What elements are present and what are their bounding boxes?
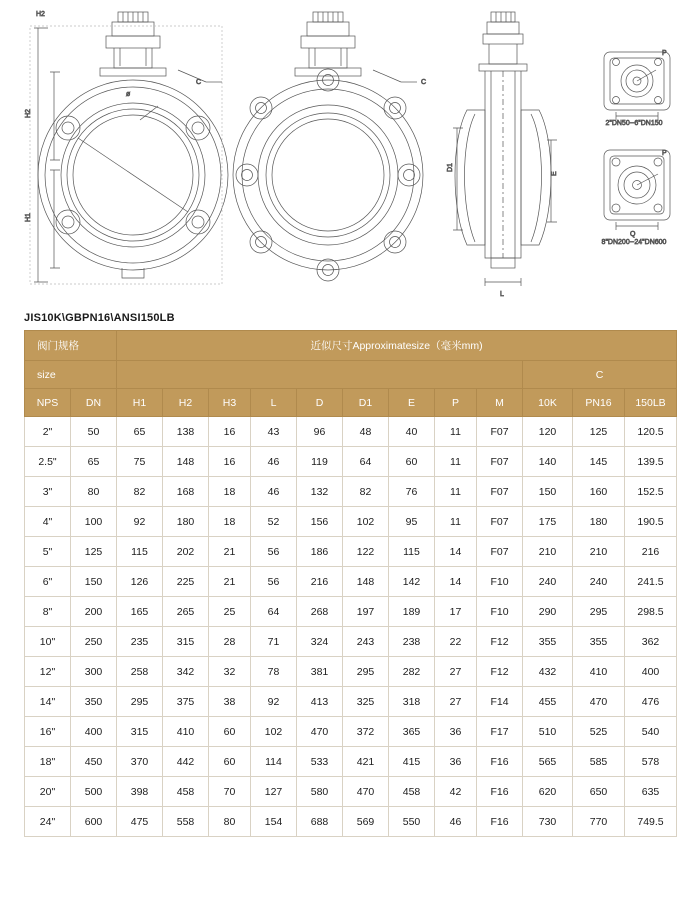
- table-cell: 470: [297, 717, 343, 747]
- table-cell: 50: [71, 417, 117, 447]
- table-cell: 210: [523, 537, 573, 567]
- table-row: [25, 657, 677, 687]
- table-cell: 27: [435, 687, 477, 717]
- table-cell: 16: [209, 417, 251, 447]
- table-cell: 295: [117, 687, 163, 717]
- table-cell: 370: [117, 747, 163, 777]
- table-cell: 92: [251, 687, 297, 717]
- header-col-c-10k: 10K: [523, 389, 573, 417]
- table-cell: 150: [71, 567, 117, 597]
- table-cell: 11: [435, 417, 477, 447]
- table-cell: 11: [435, 477, 477, 507]
- table-cell: 355: [573, 627, 625, 657]
- table-cell: 165: [117, 597, 163, 627]
- table-cell: 70: [209, 777, 251, 807]
- table-cell: 24": [25, 807, 71, 837]
- table-cell: 56: [251, 567, 297, 597]
- table-cell: 38: [209, 687, 251, 717]
- table-cell: 186: [297, 537, 343, 567]
- table-cell: 46: [251, 477, 297, 507]
- table-cell: 65: [117, 417, 163, 447]
- table-cell: 10": [25, 627, 71, 657]
- table-cell: 120.5: [625, 417, 677, 447]
- table-cell: 2": [25, 417, 71, 447]
- header-col-m: M: [477, 389, 523, 417]
- table-cell: F14: [477, 687, 523, 717]
- table-cell: 730: [523, 807, 573, 837]
- table-cell: 17: [435, 597, 477, 627]
- table-cell: 16: [209, 447, 251, 477]
- table-cell: 82: [117, 477, 163, 507]
- header-group-c: C: [523, 361, 677, 389]
- table-cell: 60: [389, 447, 435, 477]
- table-cell: 540: [625, 717, 677, 747]
- table-cell: 18: [209, 477, 251, 507]
- table-cell: 500: [71, 777, 117, 807]
- table-cell: 65: [71, 447, 117, 477]
- table-cell: F12: [477, 657, 523, 687]
- spec-table: [24, 330, 677, 837]
- table-cell: 243: [343, 627, 389, 657]
- label-h2-top: H2: [36, 11, 45, 18]
- table-cell: 400: [71, 717, 117, 747]
- table-cell: 152.5: [625, 477, 677, 507]
- table-cell: 635: [625, 777, 677, 807]
- table-cell: 569: [343, 807, 389, 837]
- label-h1: H1: [25, 213, 32, 222]
- table-cell: 32: [209, 657, 251, 687]
- table-cell: 127: [251, 777, 297, 807]
- table-cell: 132: [297, 477, 343, 507]
- table-cell: 82: [343, 477, 389, 507]
- table-cell: 150: [523, 477, 573, 507]
- table-row: [25, 447, 677, 477]
- table-cell: 189: [389, 597, 435, 627]
- header-col-p: P: [435, 389, 477, 417]
- table-cell: 40: [389, 417, 435, 447]
- table-cell: 148: [163, 447, 209, 477]
- table-row: [25, 747, 677, 777]
- table-cell: 140: [523, 447, 573, 477]
- table-cell: 16": [25, 717, 71, 747]
- table-cell: 48: [343, 417, 389, 447]
- table-cell: 475: [117, 807, 163, 837]
- table-cell: 80: [71, 477, 117, 507]
- table-cell: 421: [343, 747, 389, 777]
- table-cell: 145: [573, 447, 625, 477]
- header-row-2: [25, 361, 677, 389]
- caption-flange-small: 2"DN50--6"DN150: [605, 120, 663, 127]
- drawing-view-lug: [233, 12, 423, 281]
- drawing-view-flange-large: [604, 150, 670, 230]
- table-cell: 25: [209, 597, 251, 627]
- header-col-h1: H1: [117, 389, 163, 417]
- label-l: L: [500, 291, 504, 298]
- table-cell: 21: [209, 567, 251, 597]
- table-row: [25, 417, 677, 447]
- table-cell: 14: [435, 567, 477, 597]
- table-cell: 160: [573, 477, 625, 507]
- header-col-e: E: [389, 389, 435, 417]
- table-cell: 315: [117, 717, 163, 747]
- spec-table-wrapper: [0, 330, 700, 837]
- table-cell: F07: [477, 417, 523, 447]
- table-cell: 119: [297, 447, 343, 477]
- table-cell: 6": [25, 567, 71, 597]
- table-cell: 381: [297, 657, 343, 687]
- table-cell: 180: [573, 507, 625, 537]
- table-cell: 578: [625, 747, 677, 777]
- table-cell: 510: [523, 717, 573, 747]
- table-cell: 324: [297, 627, 343, 657]
- table-row: [25, 807, 677, 837]
- table-cell: 197: [343, 597, 389, 627]
- table-cell: 95: [389, 507, 435, 537]
- table-cell: 142: [389, 567, 435, 597]
- table-row: [25, 567, 677, 597]
- table-cell: 122: [343, 537, 389, 567]
- table-cell: F07: [477, 477, 523, 507]
- table-cell: F07: [477, 507, 523, 537]
- spec-table-body: [25, 417, 677, 837]
- table-cell: F07: [477, 447, 523, 477]
- table-cell: 650: [573, 777, 625, 807]
- table-cell: 300: [71, 657, 117, 687]
- label-q-large: Q: [630, 231, 636, 238]
- table-cell: 18": [25, 747, 71, 777]
- table-cell: 442: [163, 747, 209, 777]
- table-cell: 558: [163, 807, 209, 837]
- table-cell: 14: [435, 537, 477, 567]
- label-c-left: C: [196, 79, 202, 86]
- table-cell: 265: [163, 597, 209, 627]
- table-row: [25, 777, 677, 807]
- table-cell: 5": [25, 537, 71, 567]
- label-phi-d: ø: [126, 91, 131, 98]
- table-cell: 238: [389, 627, 435, 657]
- table-cell: 688: [297, 807, 343, 837]
- table-cell: 56: [251, 537, 297, 567]
- caption-flange-large: 8"DN200--24"DN600: [601, 239, 667, 246]
- label-p-small: P: [662, 50, 667, 57]
- table-cell: 36: [435, 717, 477, 747]
- table-cell: 4": [25, 507, 71, 537]
- table-cell: 11: [435, 507, 477, 537]
- table-cell: 225: [163, 567, 209, 597]
- header-col-dn: DN: [71, 389, 117, 417]
- label-p-large: P: [662, 150, 667, 157]
- table-cell: 46: [251, 447, 297, 477]
- table-cell: 125: [573, 417, 625, 447]
- table-cell: F10: [477, 597, 523, 627]
- table-cell: 139.5: [625, 447, 677, 477]
- table-cell: 458: [389, 777, 435, 807]
- table-cell: 533: [297, 747, 343, 777]
- table-cell: 64: [343, 447, 389, 477]
- table-row: [25, 597, 677, 627]
- table-cell: 470: [573, 687, 625, 717]
- header-col-d1: D1: [343, 389, 389, 417]
- table-cell: 2.5": [25, 447, 71, 477]
- spec-table-head: [25, 331, 677, 417]
- header-size-sub: size: [25, 361, 117, 389]
- header-group-size: 阀门规格: [25, 331, 117, 361]
- table-cell: 52: [251, 507, 297, 537]
- table-cell: 28: [209, 627, 251, 657]
- table-row: [25, 537, 677, 567]
- table-cell: 100: [71, 507, 117, 537]
- table-row: [25, 507, 677, 537]
- table-cell: 92: [117, 507, 163, 537]
- table-row: [25, 687, 677, 717]
- table-cell: 20": [25, 777, 71, 807]
- table-cell: 11: [435, 447, 477, 477]
- table-cell: 60: [209, 717, 251, 747]
- table-cell: 325: [343, 687, 389, 717]
- table-cell: 415: [389, 747, 435, 777]
- table-cell: 413: [297, 687, 343, 717]
- header-col-nps: NPS: [25, 389, 71, 417]
- table-cell: 282: [389, 657, 435, 687]
- table-cell: 268: [297, 597, 343, 627]
- table-cell: 115: [117, 537, 163, 567]
- table-cell: 258: [117, 657, 163, 687]
- table-cell: 125: [71, 537, 117, 567]
- table-cell: 75: [117, 447, 163, 477]
- table-cell: 71: [251, 627, 297, 657]
- table-cell: 114: [251, 747, 297, 777]
- table-cell: 620: [523, 777, 573, 807]
- table-cell: 8": [25, 597, 71, 627]
- table-cell: 355: [523, 627, 573, 657]
- table-cell: 22: [435, 627, 477, 657]
- table-cell: F07: [477, 537, 523, 567]
- table-cell: 190.5: [625, 507, 677, 537]
- table-cell: 216: [625, 537, 677, 567]
- header-col-c-pn16: PN16: [573, 389, 625, 417]
- table-cell: 115: [389, 537, 435, 567]
- table-cell: 102: [251, 717, 297, 747]
- table-row: [25, 627, 677, 657]
- table-cell: F16: [477, 777, 523, 807]
- spec-title: JIS10K\GBPN16\ANSI150LB: [24, 312, 175, 324]
- table-cell: 60: [209, 747, 251, 777]
- table-cell: 175: [523, 507, 573, 537]
- table-cell: F16: [477, 747, 523, 777]
- label-d1: D1: [447, 163, 454, 172]
- table-cell: F17: [477, 717, 523, 747]
- table-cell: 470: [343, 777, 389, 807]
- table-cell: 78: [251, 657, 297, 687]
- table-cell: 168: [163, 477, 209, 507]
- header-group-approx: 近似尺寸Approximatesize（毫米mm): [117, 331, 677, 361]
- table-cell: 12": [25, 657, 71, 687]
- table-cell: 27: [435, 657, 477, 687]
- table-cell: 43: [251, 417, 297, 447]
- table-cell: 80: [209, 807, 251, 837]
- table-cell: 295: [343, 657, 389, 687]
- table-cell: 235: [117, 627, 163, 657]
- table-cell: 210: [573, 537, 625, 567]
- label-h2-side: H2: [25, 109, 32, 118]
- table-cell: 295: [573, 597, 625, 627]
- table-cell: 550: [389, 807, 435, 837]
- table-cell: 126: [117, 567, 163, 597]
- drawing-view-wafer: [30, 12, 228, 284]
- table-cell: 525: [573, 717, 625, 747]
- table-cell: 400: [625, 657, 677, 687]
- table-cell: 749.5: [625, 807, 677, 837]
- technical-drawing: [0, 0, 700, 310]
- table-row: [25, 717, 677, 747]
- table-cell: 21: [209, 537, 251, 567]
- table-cell: 200: [71, 597, 117, 627]
- table-cell: 180: [163, 507, 209, 537]
- table-cell: 36: [435, 747, 477, 777]
- table-cell: 398: [117, 777, 163, 807]
- header-col-c-150lb: 150LB: [625, 389, 677, 417]
- table-cell: 241.5: [625, 567, 677, 597]
- header-col-l: L: [251, 389, 297, 417]
- table-cell: 46: [435, 807, 477, 837]
- table-cell: 250: [71, 627, 117, 657]
- header-col-h3: H3: [209, 389, 251, 417]
- table-cell: 102: [343, 507, 389, 537]
- table-cell: 315: [163, 627, 209, 657]
- table-cell: 455: [523, 687, 573, 717]
- table-cell: 362: [625, 627, 677, 657]
- table-cell: 240: [573, 567, 625, 597]
- table-cell: 432: [523, 657, 573, 687]
- table-row: [25, 477, 677, 507]
- table-cell: 240: [523, 567, 573, 597]
- table-cell: 120: [523, 417, 573, 447]
- table-cell: 96: [297, 417, 343, 447]
- table-cell: 458: [163, 777, 209, 807]
- table-cell: 580: [297, 777, 343, 807]
- label-c-mid: C: [421, 79, 427, 86]
- header-col-h2: H2: [163, 389, 209, 417]
- table-cell: 3": [25, 477, 71, 507]
- table-cell: 42: [435, 777, 477, 807]
- table-cell: F10: [477, 567, 523, 597]
- table-cell: 202: [163, 537, 209, 567]
- table-cell: 350: [71, 687, 117, 717]
- table-cell: 76: [389, 477, 435, 507]
- table-cell: 342: [163, 657, 209, 687]
- header-col-d: D: [297, 389, 343, 417]
- table-cell: 410: [573, 657, 625, 687]
- header-row-3: [25, 389, 677, 417]
- table-cell: 156: [297, 507, 343, 537]
- table-cell: 476: [625, 687, 677, 717]
- table-cell: 148: [343, 567, 389, 597]
- table-cell: 154: [251, 807, 297, 837]
- table-cell: 290: [523, 597, 573, 627]
- table-cell: 372: [343, 717, 389, 747]
- table-cell: 64: [251, 597, 297, 627]
- table-cell: 565: [523, 747, 573, 777]
- table-cell: 450: [71, 747, 117, 777]
- table-cell: 375: [163, 687, 209, 717]
- label-e: E: [551, 171, 558, 176]
- table-cell: 410: [163, 717, 209, 747]
- table-cell: 770: [573, 807, 625, 837]
- table-cell: 18: [209, 507, 251, 537]
- table-cell: 600: [71, 807, 117, 837]
- table-cell: 365: [389, 717, 435, 747]
- table-cell: 318: [389, 687, 435, 717]
- table-cell: 298.5: [625, 597, 677, 627]
- drawing-view-flange-small: [604, 52, 670, 120]
- drawing-view-section: [453, 12, 557, 286]
- table-cell: 138: [163, 417, 209, 447]
- table-cell: 216: [297, 567, 343, 597]
- table-cell: 14": [25, 687, 71, 717]
- table-cell: F12: [477, 627, 523, 657]
- header-spacer: [117, 361, 523, 389]
- table-cell: F16: [477, 807, 523, 837]
- table-cell: 585: [573, 747, 625, 777]
